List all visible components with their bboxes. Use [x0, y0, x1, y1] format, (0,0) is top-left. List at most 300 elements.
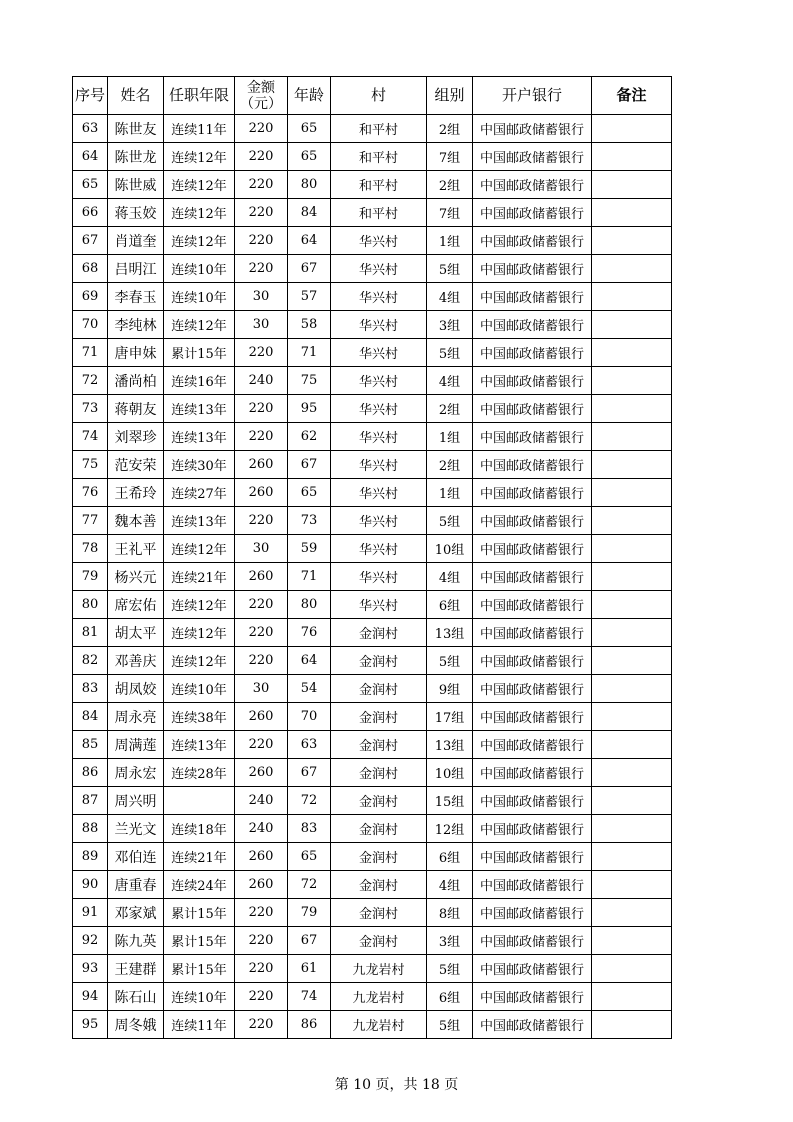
cell-group: 13组: [427, 731, 473, 759]
cell-bank: 中国邮政储蓄银行: [473, 591, 592, 619]
table-row: [73, 115, 672, 143]
table-row: [73, 479, 672, 507]
cell-bank: 中国邮政储蓄银行: [473, 311, 592, 339]
cell-remark: [592, 899, 672, 927]
header-amount-line1: 金额: [247, 79, 275, 96]
cell-age: 65: [288, 843, 331, 871]
cell-group: 8组: [427, 899, 473, 927]
cell-village: 金润村: [331, 703, 427, 731]
cell-name: 魏本善: [108, 507, 164, 535]
cell-village: 金润村: [331, 731, 427, 759]
cell-group: 5组: [427, 339, 473, 367]
cell-age: 65: [288, 479, 331, 507]
cell-amount: 220: [235, 171, 288, 199]
cell-amount: 240: [235, 815, 288, 843]
cell-name: 陈世友: [108, 115, 164, 143]
cell-bank: 中国邮政储蓄银行: [473, 1011, 592, 1039]
cell-remark: [592, 619, 672, 647]
cell-remark: [592, 199, 672, 227]
cell-bank: 中国邮政储蓄银行: [473, 927, 592, 955]
cell-group: 15组: [427, 787, 473, 815]
cell-age: 65: [288, 143, 331, 171]
cell-remark: [592, 535, 672, 563]
cell-remark: [592, 395, 672, 423]
cell-village: 华兴村: [331, 367, 427, 395]
cell-group: 4组: [427, 563, 473, 591]
cell-name: 肖道奎: [108, 227, 164, 255]
cell-age: 67: [288, 759, 331, 787]
cell-village: 金润村: [331, 787, 427, 815]
cell-village: 金润村: [331, 647, 427, 675]
table-row: [73, 507, 672, 535]
cell-amount: 30: [235, 311, 288, 339]
cell-name: 李纯林: [108, 311, 164, 339]
cell-group: 4组: [427, 367, 473, 395]
cell-tenure: 连续27年: [164, 479, 235, 507]
table-row: [73, 339, 672, 367]
cell-village: 金润村: [331, 899, 427, 927]
cell-amount: 240: [235, 367, 288, 395]
cell-name: 邓善庆: [108, 647, 164, 675]
cell-name: 邓伯连: [108, 843, 164, 871]
cell-seq: 78: [73, 535, 108, 563]
cell-age: 72: [288, 787, 331, 815]
table-row: [73, 703, 672, 731]
table-row: [73, 675, 672, 703]
cell-seq: 95: [73, 1011, 108, 1039]
cell-seq: 92: [73, 927, 108, 955]
cell-amount: 220: [235, 143, 288, 171]
cell-amount: 220: [235, 731, 288, 759]
cell-remark: [592, 143, 672, 171]
cell-tenure: 连续12年: [164, 647, 235, 675]
cell-bank: 中国邮政储蓄银行: [473, 619, 592, 647]
cell-tenure: 连续13年: [164, 423, 235, 451]
cell-amount: 260: [235, 871, 288, 899]
cell-group: 3组: [427, 311, 473, 339]
cell-age: 65: [288, 115, 331, 143]
cell-seq: 71: [73, 339, 108, 367]
cell-remark: [592, 563, 672, 591]
cell-name: 蒋朝友: [108, 395, 164, 423]
cell-age: 62: [288, 423, 331, 451]
cell-name: 周兴明: [108, 787, 164, 815]
cell-village: 和平村: [331, 171, 427, 199]
cell-remark: [592, 423, 672, 451]
cell-tenure: 连续12年: [164, 199, 235, 227]
cell-group: 13组: [427, 619, 473, 647]
cell-group: 9组: [427, 675, 473, 703]
cell-name: 席宏佑: [108, 591, 164, 619]
cell-age: 67: [288, 255, 331, 283]
cell-remark: [592, 731, 672, 759]
cell-group: 5组: [427, 955, 473, 983]
cell-amount: 220: [235, 619, 288, 647]
header-bank: 开户银行: [473, 77, 592, 115]
table-row: [73, 143, 672, 171]
cell-bank: 中国邮政储蓄银行: [473, 563, 592, 591]
cell-remark: [592, 591, 672, 619]
table-row: [73, 255, 672, 283]
cell-tenure: 连续10年: [164, 983, 235, 1011]
cell-age: 64: [288, 647, 331, 675]
cell-bank: 中国邮政储蓄银行: [473, 955, 592, 983]
cell-seq: 80: [73, 591, 108, 619]
cell-age: 63: [288, 731, 331, 759]
cell-seq: 90: [73, 871, 108, 899]
table-row: [73, 899, 672, 927]
cell-group: 2组: [427, 115, 473, 143]
cell-village: 华兴村: [331, 507, 427, 535]
header-amount: [235, 77, 288, 115]
cell-group: 4组: [427, 871, 473, 899]
cell-name: 李春玉: [108, 283, 164, 311]
cell-bank: 中国邮政储蓄银行: [473, 479, 592, 507]
cell-name: 吕明江: [108, 255, 164, 283]
cell-seq: 76: [73, 479, 108, 507]
cell-tenure: 连续10年: [164, 675, 235, 703]
cell-remark: [592, 647, 672, 675]
cell-bank: 中国邮政储蓄银行: [473, 143, 592, 171]
cell-age: 84: [288, 199, 331, 227]
cell-tenure: 连续12年: [164, 143, 235, 171]
table-row: [73, 535, 672, 563]
cell-age: 57: [288, 283, 331, 311]
header-group: 组别: [427, 77, 473, 115]
cell-remark: [592, 479, 672, 507]
cell-name: 唐申妹: [108, 339, 164, 367]
cell-seq: 65: [73, 171, 108, 199]
cell-village: 华兴村: [331, 591, 427, 619]
cell-seq: 72: [73, 367, 108, 395]
cell-bank: 中国邮政储蓄银行: [473, 423, 592, 451]
cell-remark: [592, 115, 672, 143]
table-row: [73, 199, 672, 227]
page-footer: 第 10 页，共 18 页: [334, 1077, 459, 1093]
cell-group: 1组: [427, 227, 473, 255]
cell-age: 95: [288, 395, 331, 423]
cell-group: 6组: [427, 591, 473, 619]
cell-group: 5组: [427, 507, 473, 535]
table-row: [73, 423, 672, 451]
cell-tenure: 连续12年: [164, 535, 235, 563]
cell-remark: [592, 983, 672, 1011]
cell-remark: [592, 507, 672, 535]
cell-amount: 220: [235, 955, 288, 983]
cell-tenure: 连续11年: [164, 115, 235, 143]
cell-tenure: 连续12年: [164, 591, 235, 619]
cell-amount: 260: [235, 843, 288, 871]
cell-bank: 中国邮政储蓄银行: [473, 871, 592, 899]
cell-tenure: 连续12年: [164, 171, 235, 199]
cell-village: 华兴村: [331, 283, 427, 311]
cell-tenure: 连续13年: [164, 395, 235, 423]
cell-age: 86: [288, 1011, 331, 1039]
header-village: 村: [331, 77, 427, 115]
cell-seq: 63: [73, 115, 108, 143]
header-name: 姓名: [108, 77, 164, 115]
cell-group: 2组: [427, 395, 473, 423]
cell-name: 胡太平: [108, 619, 164, 647]
cell-tenure: 连续30年: [164, 451, 235, 479]
table-row: [73, 871, 672, 899]
cell-village: 金润村: [331, 815, 427, 843]
cell-name: 唐重春: [108, 871, 164, 899]
cell-tenure: 连续13年: [164, 507, 235, 535]
cell-bank: 中国邮政储蓄银行: [473, 647, 592, 675]
cell-village: 华兴村: [331, 563, 427, 591]
cell-age: 58: [288, 311, 331, 339]
cell-village: 金润村: [331, 759, 427, 787]
cell-name: 王建群: [108, 955, 164, 983]
cell-tenure: 连续10年: [164, 283, 235, 311]
cell-tenure: [164, 787, 235, 815]
cell-amount: 220: [235, 899, 288, 927]
cell-bank: 中国邮政储蓄银行: [473, 451, 592, 479]
cell-village: 华兴村: [331, 395, 427, 423]
table-row: [73, 395, 672, 423]
table-body: [73, 115, 672, 1039]
cell-tenure: 累计15年: [164, 955, 235, 983]
cell-name: 杨兴元: [108, 563, 164, 591]
cell-seq: 75: [73, 451, 108, 479]
cell-amount: 260: [235, 759, 288, 787]
cell-remark: [592, 227, 672, 255]
table-row: [73, 759, 672, 787]
cell-age: 79: [288, 899, 331, 927]
cell-group: 1组: [427, 423, 473, 451]
cell-tenure: 连续11年: [164, 1011, 235, 1039]
table-row: [73, 731, 672, 759]
cell-village: 和平村: [331, 143, 427, 171]
cell-bank: 中国邮政储蓄银行: [473, 759, 592, 787]
cell-group: 10组: [427, 759, 473, 787]
cell-name: 潘尚柏: [108, 367, 164, 395]
cell-village: 九龙岩村: [331, 983, 427, 1011]
cell-bank: 中国邮政储蓄银行: [473, 731, 592, 759]
table-row: [73, 591, 672, 619]
cell-amount: 220: [235, 591, 288, 619]
cell-group: 12组: [427, 815, 473, 843]
cell-name: 邓家斌: [108, 899, 164, 927]
cell-group: 7组: [427, 143, 473, 171]
cell-amount: 220: [235, 227, 288, 255]
cell-village: 华兴村: [331, 227, 427, 255]
cell-age: 73: [288, 507, 331, 535]
cell-age: 76: [288, 619, 331, 647]
cell-remark: [592, 283, 672, 311]
cell-name: 兰光文: [108, 815, 164, 843]
table-row: [73, 311, 672, 339]
cell-remark: [592, 815, 672, 843]
cell-village: 金润村: [331, 927, 427, 955]
cell-age: 75: [288, 367, 331, 395]
cell-name: 王礼平: [108, 535, 164, 563]
cell-remark: [592, 255, 672, 283]
cell-tenure: 连续16年: [164, 367, 235, 395]
cell-bank: 中国邮政储蓄银行: [473, 535, 592, 563]
cell-seq: 83: [73, 675, 108, 703]
cell-tenure: 连续38年: [164, 703, 235, 731]
cell-amount: 220: [235, 423, 288, 451]
cell-name: 周满莲: [108, 731, 164, 759]
table-row: [73, 1011, 672, 1039]
cell-tenure: 连续18年: [164, 815, 235, 843]
cell-age: 80: [288, 591, 331, 619]
cell-age: 70: [288, 703, 331, 731]
cell-remark: [592, 171, 672, 199]
table-row: [73, 955, 672, 983]
cell-village: 九龙岩村: [331, 955, 427, 983]
cell-seq: 88: [73, 815, 108, 843]
roster-table: [72, 76, 672, 1039]
cell-amount: 30: [235, 535, 288, 563]
cell-seq: 68: [73, 255, 108, 283]
cell-name: 陈石山: [108, 983, 164, 1011]
cell-village: 和平村: [331, 115, 427, 143]
cell-tenure: 连续28年: [164, 759, 235, 787]
cell-age: 64: [288, 227, 331, 255]
cell-tenure: 连续13年: [164, 731, 235, 759]
cell-village: 九龙岩村: [331, 1011, 427, 1039]
cell-seq: 81: [73, 619, 108, 647]
cell-remark: [592, 1011, 672, 1039]
cell-bank: 中国邮政储蓄银行: [473, 227, 592, 255]
cell-bank: 中国邮政储蓄银行: [473, 787, 592, 815]
cell-bank: 中国邮政储蓄银行: [473, 815, 592, 843]
cell-village: 华兴村: [331, 451, 427, 479]
cell-seq: 94: [73, 983, 108, 1011]
cell-tenure: 累计15年: [164, 927, 235, 955]
cell-village: 金润村: [331, 871, 427, 899]
header-amount-line2: （元）: [240, 95, 282, 112]
cell-bank: 中国邮政储蓄银行: [473, 339, 592, 367]
cell-remark: [592, 927, 672, 955]
cell-group: 4组: [427, 283, 473, 311]
cell-tenure: 连续12年: [164, 227, 235, 255]
cell-age: 54: [288, 675, 331, 703]
cell-group: 1组: [427, 479, 473, 507]
cell-seq: 82: [73, 647, 108, 675]
cell-age: 71: [288, 563, 331, 591]
cell-age: 71: [288, 339, 331, 367]
cell-group: 10组: [427, 535, 473, 563]
cell-tenure: 连续21年: [164, 843, 235, 871]
table-row: [73, 647, 672, 675]
cell-group: 6组: [427, 983, 473, 1011]
cell-bank: 中国邮政储蓄银行: [473, 507, 592, 535]
cell-remark: [592, 787, 672, 815]
cell-remark: [592, 871, 672, 899]
cell-seq: 67: [73, 227, 108, 255]
cell-group: 6组: [427, 843, 473, 871]
cell-amount: 220: [235, 115, 288, 143]
cell-bank: 中国邮政储蓄银行: [473, 367, 592, 395]
cell-name: 周冬娥: [108, 1011, 164, 1039]
cell-seq: 64: [73, 143, 108, 171]
table-row: [73, 367, 672, 395]
cell-amount: 220: [235, 1011, 288, 1039]
cell-amount: 220: [235, 927, 288, 955]
cell-amount: 30: [235, 283, 288, 311]
cell-tenure: 累计15年: [164, 339, 235, 367]
cell-name: 陈世龙: [108, 143, 164, 171]
cell-name: 周永宏: [108, 759, 164, 787]
cell-seq: 79: [73, 563, 108, 591]
cell-age: 59: [288, 535, 331, 563]
cell-group: 5组: [427, 1011, 473, 1039]
table-row: [73, 563, 672, 591]
cell-seq: 93: [73, 955, 108, 983]
cell-name: 蒋玉姣: [108, 199, 164, 227]
cell-bank: 中国邮政储蓄银行: [473, 843, 592, 871]
cell-name: 陈九英: [108, 927, 164, 955]
cell-village: 华兴村: [331, 311, 427, 339]
cell-seq: 85: [73, 731, 108, 759]
table-row: [73, 843, 672, 871]
cell-group: 17组: [427, 703, 473, 731]
cell-seq: 91: [73, 899, 108, 927]
cell-seq: 74: [73, 423, 108, 451]
cell-bank: 中国邮政储蓄银行: [473, 395, 592, 423]
table-row: [73, 787, 672, 815]
cell-remark: [592, 955, 672, 983]
cell-tenure: 连续12年: [164, 311, 235, 339]
cell-village: 华兴村: [331, 535, 427, 563]
cell-seq: 84: [73, 703, 108, 731]
table-row: [73, 983, 672, 1011]
cell-group: 7组: [427, 199, 473, 227]
cell-group: 2组: [427, 451, 473, 479]
cell-amount: 240: [235, 787, 288, 815]
cell-amount: 220: [235, 339, 288, 367]
cell-village: 华兴村: [331, 423, 427, 451]
cell-bank: 中国邮政储蓄银行: [473, 171, 592, 199]
cell-amount: 220: [235, 983, 288, 1011]
cell-tenure: 累计15年: [164, 899, 235, 927]
cell-name: 王希玲: [108, 479, 164, 507]
cell-name: 范安荣: [108, 451, 164, 479]
cell-remark: [592, 703, 672, 731]
cell-remark: [592, 451, 672, 479]
table-row: [73, 815, 672, 843]
cell-remark: [592, 843, 672, 871]
cell-tenure: 连续10年: [164, 255, 235, 283]
cell-amount: 260: [235, 563, 288, 591]
cell-name: 刘翠珍: [108, 423, 164, 451]
cell-amount: 30: [235, 675, 288, 703]
cell-group: 3组: [427, 927, 473, 955]
cell-tenure: 连续24年: [164, 871, 235, 899]
header-row: [73, 77, 672, 115]
cell-age: 74: [288, 983, 331, 1011]
cell-seq: 70: [73, 311, 108, 339]
cell-amount: 220: [235, 395, 288, 423]
cell-remark: [592, 759, 672, 787]
cell-amount: 220: [235, 507, 288, 535]
header-age: 年龄: [288, 77, 331, 115]
table-row: [73, 227, 672, 255]
table-row: [73, 927, 672, 955]
cell-remark: [592, 675, 672, 703]
table-row: [73, 619, 672, 647]
cell-age: 67: [288, 451, 331, 479]
cell-seq: 86: [73, 759, 108, 787]
cell-village: 金润村: [331, 843, 427, 871]
cell-village: 和平村: [331, 199, 427, 227]
cell-amount: 220: [235, 199, 288, 227]
cell-age: 61: [288, 955, 331, 983]
